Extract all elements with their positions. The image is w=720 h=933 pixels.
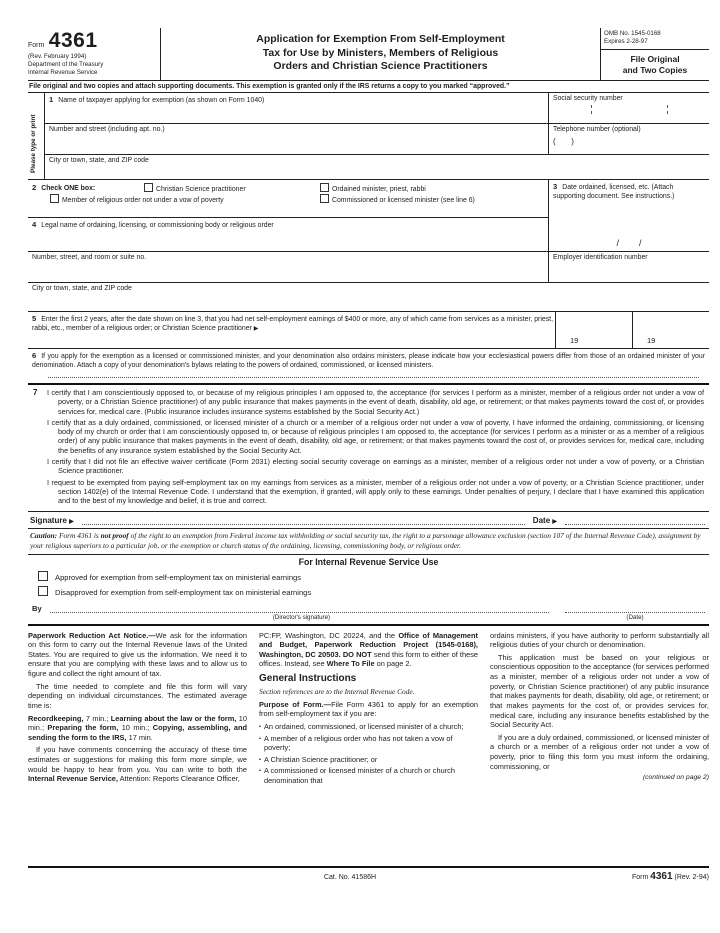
line6-answer-line[interactable] bbox=[48, 377, 699, 378]
time-recordkeeping-value: 7 min.; bbox=[83, 713, 111, 723]
form-revision: (Rev. February 1994) bbox=[28, 53, 87, 60]
comments-text-c: Attention: Reports Clearance Officer, bbox=[117, 774, 240, 784]
legal-name-input-area[interactable] bbox=[28, 218, 548, 251]
phone-parentheses: ( ) bbox=[553, 137, 574, 147]
time-estimates bbox=[28, 714, 247, 743]
checkbox-religious-order[interactable] bbox=[50, 194, 59, 203]
checkbox-christian-science[interactable] bbox=[144, 183, 153, 192]
form-word: Form bbox=[28, 42, 45, 49]
file-note-line2: and Two Copies bbox=[622, 65, 688, 76]
arrow-right-icon: ▶ bbox=[69, 519, 74, 526]
name-row bbox=[45, 93, 709, 124]
paperwork-notice-lead: Paperwork Reduction Act Notice.— bbox=[28, 630, 156, 640]
name-label: Name of taxpayer applying for exemption (as shown on Form 1040) bbox=[58, 97, 265, 105]
check-one-box-row bbox=[28, 180, 548, 218]
director-signature-line[interactable] bbox=[50, 603, 549, 613]
cert-paragraph-2: I certify that as a duly ordained, commissioned, or licensed minister of a church or a member of a religious order not under a vow of poverty, I have informed the ordaining, commissioning, or licensing body of my church or order that I am conscientiously opposed to, or because of religious principles I am opposed to, the acceptance (for services I perform as a minister or as a member of a religious order) of any public insurance that makes payments in the event of death, disability, old age, or retirement; or that makes payments toward the cost of, or provides services for, medical care, including the benefits of any insurance system established by the Social Security Act. bbox=[47, 417, 704, 455]
instructions-col2 bbox=[259, 631, 478, 866]
status-and-body-group bbox=[28, 180, 709, 252]
caution-pre: Form 4361 is bbox=[57, 531, 101, 541]
paperwork-notice bbox=[28, 631, 247, 679]
bullet-member: A member of a religious order who has not taken a vow of poverty; bbox=[263, 733, 453, 753]
org-street-input-area[interactable] bbox=[28, 252, 548, 282]
section-references-note: Section references are to the Internal Revenue Code. bbox=[259, 687, 415, 697]
licensed-minister-text: If you apply for the exemption as a licensed or commissioned minister, and your denomination also ordains ministers, please indicate how your ecclesiastical powers differ from those of an ordained minister of your denomination. Attach a copy of your denomination's bylaws relating to the powers of ordained, commissioned, or licensed ministers. bbox=[32, 353, 705, 370]
type-or-print-label: Please type or print bbox=[30, 114, 37, 174]
instructions-section bbox=[28, 626, 709, 868]
omb-address-g: on page 2. bbox=[374, 659, 412, 669]
file-original-note bbox=[601, 50, 709, 80]
director-signature-label: (Director's signature) bbox=[272, 613, 331, 621]
date-label: Date bbox=[532, 516, 551, 526]
purpose-of-form bbox=[259, 700, 478, 719]
city-input-area[interactable] bbox=[45, 155, 709, 179]
footer-form-id bbox=[632, 871, 709, 882]
caution-note bbox=[28, 529, 709, 554]
street-label: Number and street (including apt. no.) bbox=[49, 126, 165, 134]
bullet-item bbox=[259, 722, 478, 732]
checkbox-commissioned-minister-label: Commissioned or licensed minister (see line 6) bbox=[332, 197, 475, 205]
first-two-years-row bbox=[28, 312, 709, 349]
bullet-practitioner: A Christian Science practitioner; or bbox=[263, 754, 378, 764]
caution-not-proof: not proof bbox=[100, 531, 129, 541]
line4-number: 4 bbox=[32, 220, 37, 230]
checkbox-christian-science-label: Christian Science practitioner bbox=[156, 186, 246, 194]
name-input-area[interactable] bbox=[45, 93, 548, 123]
file-note-line1: File Original bbox=[630, 54, 680, 65]
time-learning-value: 10 min.; bbox=[28, 713, 247, 733]
bullet-commissioned: A commissioned or licensed minister of a church or church denomination that bbox=[263, 766, 455, 786]
by-sublabels bbox=[32, 614, 705, 621]
line5-number: 5 bbox=[32, 314, 37, 324]
checkbox-disapproved[interactable] bbox=[38, 586, 48, 596]
year1-input-area[interactable] bbox=[555, 312, 632, 348]
org-street-row bbox=[28, 252, 709, 283]
line6-number: 6 bbox=[32, 351, 37, 361]
ssn-label: Social security number bbox=[553, 95, 623, 103]
form-title-line3: Orders and Christian Science Practitioners bbox=[273, 60, 488, 73]
footer-revision: (Rev. 2-94) bbox=[674, 873, 709, 881]
arrow-right-icon: ▶ bbox=[552, 519, 557, 526]
year1-prefix: 19 bbox=[570, 336, 579, 346]
irs-label: Internal Revenue Service bbox=[28, 68, 98, 76]
form-header bbox=[28, 28, 709, 81]
type-or-print-strip bbox=[28, 93, 45, 179]
page-footer bbox=[28, 868, 709, 882]
irs-date-sublabel: (Date) bbox=[626, 613, 644, 621]
omb-number: OMB No. 1545-0168 bbox=[604, 30, 661, 37]
ssn-input-area[interactable] bbox=[548, 93, 709, 123]
caution-lead: Caution: bbox=[30, 531, 58, 541]
certification-section bbox=[28, 385, 709, 512]
signature-label: Signature bbox=[30, 516, 67, 526]
date-ordained-input-area[interactable] bbox=[548, 180, 709, 251]
omb-address-a: PC:FP, Washington, DC 20224, and the bbox=[259, 630, 399, 640]
bullet-icon: ▪ bbox=[259, 768, 261, 775]
legal-name-label: Legal name of ordaining, licensing, or commissioning body or religious order bbox=[41, 222, 274, 230]
line7-number: 7 bbox=[33, 388, 38, 398]
checkbox-ordained-minister[interactable] bbox=[320, 183, 329, 192]
filing-instruction-banner: File original and two copies and attach supporting documents. This exemption is granted only if the IRS returns a copy to you marked “approved.” bbox=[28, 81, 709, 93]
form-title-line2: Tax for Use by Ministers, Members of Religious bbox=[262, 46, 499, 59]
arrow-right-icon: ▶ bbox=[253, 326, 259, 333]
purpose-lead: Purpose of Form.— bbox=[259, 699, 332, 709]
omb-address-text bbox=[259, 631, 478, 670]
checkbox-ordained-minister-label: Ordained minister, priest, rabbi bbox=[332, 186, 426, 194]
line2-number: 2 bbox=[32, 183, 37, 193]
time-learning: Learning about the law or the form, bbox=[110, 713, 237, 723]
instructions-col3 bbox=[490, 631, 709, 866]
irs-use-title: For Internal Revenue Service Use bbox=[298, 556, 439, 567]
bullet-item bbox=[259, 766, 478, 785]
catalog-number: Cat. No. 41586H bbox=[323, 873, 377, 881]
omb-block bbox=[601, 28, 709, 50]
form-fields-table bbox=[28, 93, 709, 385]
ordains-ministers-text: ordains ministers, if you have authority to perform substantially all religious duties of your church or denomination. bbox=[490, 630, 709, 650]
bullet-item bbox=[259, 734, 478, 753]
time-copying-value: 17 min. bbox=[126, 732, 153, 742]
where-to-file-bold: Where To File bbox=[326, 659, 375, 669]
ein-label: Employer identification number bbox=[553, 254, 648, 262]
street-row bbox=[45, 124, 709, 155]
org-street-label: Number, street, and room or suite no. bbox=[32, 254, 147, 262]
time-copying: Copying, assembling, and sending the form to the IRS, bbox=[28, 723, 248, 742]
duly-ordained-text: If you are a duly ordained, commissioned, or licensed minister of a church or a member of a religious order not under a vow of poverty, prior to filing this form you must inform the ordaining, commissioning, or bbox=[490, 732, 709, 771]
signature-line[interactable] bbox=[82, 515, 525, 525]
org-city-input-area[interactable] bbox=[28, 283, 709, 311]
form-title-line1: Application for Exemption From Self-Employment bbox=[256, 33, 505, 45]
cert-paragraph-3: I certify that I did not file an effective waiver certificate (Form 2031) electing social security coverage on earnings as a minister, member of a religious order not under a vow of poverty, or a Christian Science practitioner. bbox=[47, 457, 704, 476]
ein-input-area[interactable] bbox=[548, 252, 709, 282]
paperwork-notice-text: We ask for the information on this form to carry out the Internal Revenue laws of the United States. You are required to give us the information. We need it to ensure that you are complying with these laws and to allow us to figure and collect the right amount of tax. bbox=[28, 630, 247, 679]
general-instructions-heading: General Instructions bbox=[259, 673, 357, 685]
phone-input-area[interactable] bbox=[548, 124, 709, 154]
checkbox-approved[interactable] bbox=[38, 571, 48, 581]
date-line[interactable] bbox=[565, 515, 705, 525]
comments-irs-bold: Internal Revenue Service, bbox=[28, 774, 118, 784]
cert-paragraph-1: I certify that I am conscientiously opposed to, or because of my religious principles I am opposed to, the acceptance (for services I perform as a minister, member of a religious order not under a vow of poverty, or a Christian Science practitioner) of any public insurance that makes payments in the event of death, disability, old age, or retirement; or that makes payments toward the cost of, or provides services for, medical care. (Public insurance includes insurance systems established by the Social Security Act.) bbox=[47, 388, 704, 416]
line1-number: 1 bbox=[49, 95, 54, 105]
bullet-icon: ▪ bbox=[259, 735, 261, 742]
date-ordained-label: Date ordained, licensed, etc. (Attach supporting document. See instructions.) bbox=[553, 184, 675, 201]
form-number: 4361 bbox=[48, 29, 98, 52]
approved-label: Approved for exemption from self-employment tax on ministerial earnings bbox=[55, 572, 302, 582]
omb-address-bold: Office of Management and Budget, Paperwork Reduction Project (1545-0168), Washington, DC 20503. bbox=[259, 630, 478, 659]
comments-text-a: If you have comments concerning the accuracy of these time estimates or suggestions for making this form more simple, we would be happy to hear from you. You can write to both the bbox=[28, 745, 247, 774]
taxpayer-info-group bbox=[28, 93, 709, 180]
continued-note: (continued on page 2) bbox=[642, 774, 709, 782]
time-recordkeeping: Recordkeeping, bbox=[28, 713, 84, 723]
purpose-text: File Form 4361 to apply for an exemption from self-employment tax if you are: bbox=[259, 699, 478, 719]
first-two-years-text bbox=[28, 312, 555, 348]
time-preparing-value: 10 min.; bbox=[118, 723, 153, 733]
caution-rest: of the right to an exemption from Federal income tax withholding or social security tax, the right to a parsonage allowance exclusion (section 107 of the Internal Revenue Code), assignment by your religious superiors to a particular job, or the exemption or church status of the ordaining, licensing, commissioning body, or religious order. bbox=[30, 531, 701, 550]
comments-text bbox=[28, 745, 247, 784]
org-city-row bbox=[28, 283, 709, 312]
bullet-item bbox=[259, 755, 478, 765]
by-label: By bbox=[32, 603, 42, 613]
first-two-years-label: Enter the first 2 years, after the date shown on line 3, that you had net self-employment earnings of $400 or more, any of which came from services as a minister, priest, rabbi, etc., member of a religious order; or Christian Science practitioner bbox=[32, 316, 553, 333]
instructions-col1 bbox=[28, 631, 247, 866]
checkbox-commissioned-minister[interactable] bbox=[320, 194, 329, 203]
phone-label: Telephone number (optional) bbox=[553, 126, 641, 134]
licensed-minister-row bbox=[28, 349, 709, 383]
check-one-box-label: Check ONE box: bbox=[41, 185, 96, 193]
form-identity-block bbox=[28, 28, 161, 80]
dept-treasury-label: Department of the Treasury bbox=[28, 60, 104, 68]
irs-date-line[interactable] bbox=[565, 603, 705, 613]
bullet-icon: ▪ bbox=[259, 756, 261, 763]
irs-use-section bbox=[28, 555, 709, 626]
do-not-bold: DO NOT bbox=[342, 649, 372, 659]
form-content bbox=[28, 28, 709, 882]
date-slashes: / / bbox=[616, 237, 642, 248]
year2-prefix: 19 bbox=[647, 336, 656, 346]
city-row bbox=[45, 155, 709, 179]
year2-input-area[interactable] bbox=[632, 312, 709, 348]
time-needed-text: The time needed to complete and file this form will vary depending on individual circumstances. The estimated average time is: bbox=[28, 681, 247, 710]
application-basis-text: This application must be based on your religious or conscientious opposition to the acceptance (for services performed as a minister, member of a religious order not under a vow of poverty, or Christian Science practitioner) of any public insurance that makes payments for death, disability, old age, or retirement; or that makes payments for the cost of, or provides services for, medical care, including any insurance benefits established by the Social Security Act. bbox=[490, 652, 709, 730]
footer-form-word: Form bbox=[632, 873, 649, 881]
omb-filebox-block bbox=[600, 28, 709, 80]
org-city-label: City or town, state, and ZIP code bbox=[32, 285, 132, 293]
bullet-icon: ▪ bbox=[259, 723, 261, 730]
form-title bbox=[161, 28, 600, 80]
omb-address-e: send this form to either of these offices. Instead, see bbox=[259, 649, 479, 669]
bullet-ordained: An ordained, commissioned, or licensed minister of a church; bbox=[263, 721, 464, 731]
checkbox-religious-order-label: Member of religious order not under a vow of poverty bbox=[62, 197, 224, 205]
omb-expires: Expires 2-28-97 bbox=[604, 38, 648, 46]
line3-number: 3 bbox=[553, 182, 558, 192]
city-label: City or town, state, and ZIP code bbox=[49, 157, 149, 165]
ssn-separators bbox=[553, 105, 705, 114]
cert-paragraph-4: I request to be exempted from paying self-employment tax on my earnings from services as a minister, member of a religious order not under a vow of poverty, or a Christian Science practitioner, under section 1402(e) of the Internal Revenue Code. I understand that the exemption, if granted, will apply only to these earnings. Under penalties of perjury, I declare that I have examined this application and to the best of my knowledge and belief, it is true and correct. bbox=[47, 477, 704, 506]
footer-form-number: 4361 bbox=[650, 870, 673, 882]
disapproved-label: Disapproved for exemption from self-employment tax on ministerial earnings bbox=[55, 587, 312, 597]
signature-row bbox=[28, 512, 709, 529]
street-input-area[interactable] bbox=[45, 124, 548, 154]
time-preparing: Preparing the form, bbox=[47, 723, 119, 733]
